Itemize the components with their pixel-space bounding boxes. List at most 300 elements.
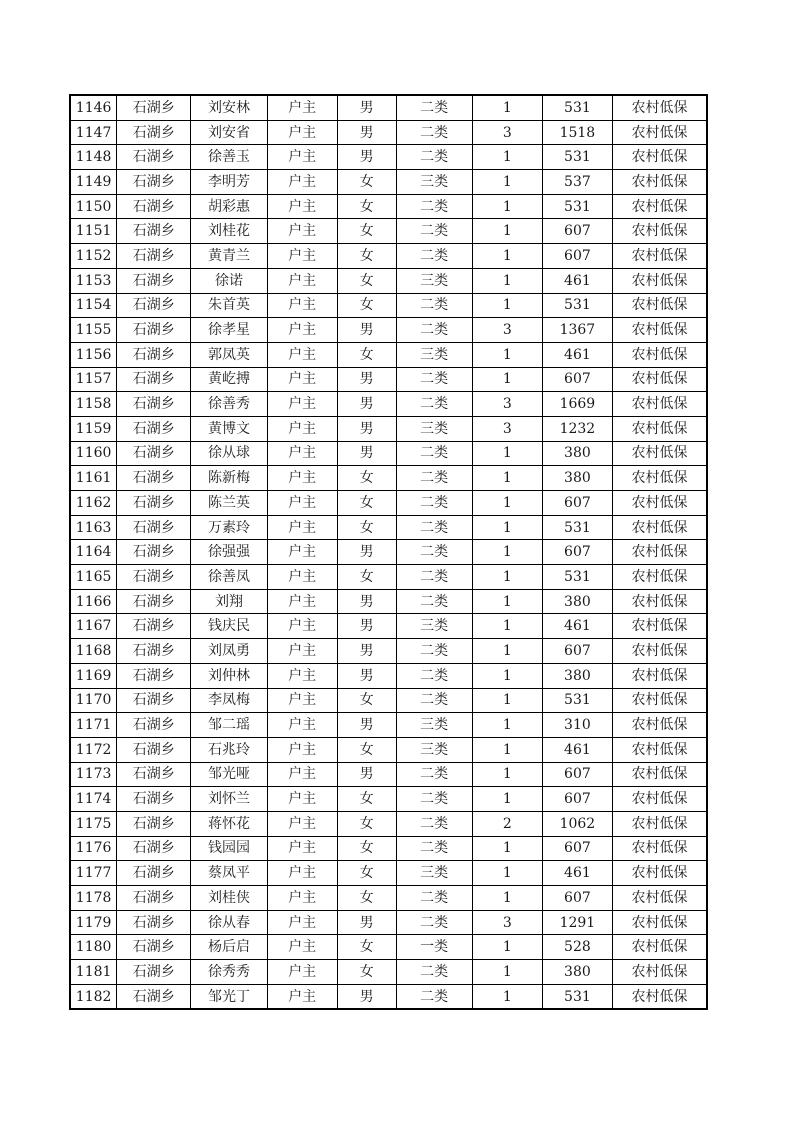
table-row <box>70 663 707 688</box>
table-row <box>70 441 707 466</box>
cell-relation: 户主 <box>267 910 337 935</box>
cell-name: 刘怀兰 <box>191 787 267 812</box>
cell-persons: 1 <box>472 565 542 590</box>
cell-amount: 461 <box>542 614 612 639</box>
cell-gender: 女 <box>337 861 396 886</box>
cell-township: 石湖乡 <box>117 663 191 688</box>
cell-persons: 1 <box>472 663 542 688</box>
cell-persons: 1 <box>472 787 542 812</box>
cell-amount: 310 <box>542 713 612 738</box>
cell-relation: 户主 <box>267 491 337 516</box>
cell-township: 石湖乡 <box>117 293 191 318</box>
cell-township: 石湖乡 <box>117 515 191 540</box>
cell-name: 李明芳 <box>191 170 267 195</box>
cell-category: 二类 <box>396 194 472 219</box>
cell-township: 石湖乡 <box>117 688 191 713</box>
cell-amount: 380 <box>542 466 612 491</box>
cell-serial: 1153 <box>70 268 117 293</box>
cell-name: 钱园园 <box>191 836 267 861</box>
cell-persons: 1 <box>472 367 542 392</box>
cell-amount: 607 <box>542 244 612 269</box>
cell-gender: 男 <box>337 614 396 639</box>
cell-township: 石湖乡 <box>117 935 191 960</box>
cell-relation: 户主 <box>267 367 337 392</box>
cell-type: 农村低保 <box>612 293 707 318</box>
cell-name: 黄青兰 <box>191 244 267 269</box>
cell-amount: 531 <box>542 515 612 540</box>
cell-township: 石湖乡 <box>117 219 191 244</box>
cell-serial: 1146 <box>70 95 117 120</box>
cell-persons: 1 <box>472 342 542 367</box>
cell-type: 农村低保 <box>612 491 707 516</box>
cell-category: 二类 <box>396 219 472 244</box>
cell-amount: 380 <box>542 960 612 985</box>
cell-category: 三类 <box>396 416 472 441</box>
cell-name: 徐从球 <box>191 441 267 466</box>
cell-serial: 1152 <box>70 244 117 269</box>
table-row <box>70 688 707 713</box>
cell-relation: 户主 <box>267 935 337 960</box>
cell-serial: 1164 <box>70 540 117 565</box>
cell-township: 石湖乡 <box>117 194 191 219</box>
table-row <box>70 861 707 886</box>
cell-relation: 户主 <box>267 219 337 244</box>
cell-serial: 1154 <box>70 293 117 318</box>
cell-relation: 户主 <box>267 540 337 565</box>
cell-township: 石湖乡 <box>117 960 191 985</box>
cell-serial: 1169 <box>70 663 117 688</box>
cell-serial: 1158 <box>70 392 117 417</box>
cell-category: 三类 <box>396 342 472 367</box>
cell-relation: 户主 <box>267 589 337 614</box>
cell-category: 二类 <box>396 244 472 269</box>
cell-gender: 女 <box>337 688 396 713</box>
cell-persons: 1 <box>472 737 542 762</box>
cell-category: 二类 <box>396 663 472 688</box>
cell-relation: 户主 <box>267 293 337 318</box>
cell-township: 石湖乡 <box>117 491 191 516</box>
cell-name: 黄屹搏 <box>191 367 267 392</box>
cell-amount: 607 <box>542 540 612 565</box>
cell-category: 二类 <box>396 762 472 787</box>
cell-relation: 户主 <box>267 145 337 170</box>
cell-amount: 607 <box>542 836 612 861</box>
cell-relation: 户主 <box>267 416 337 441</box>
cell-serial: 1159 <box>70 416 117 441</box>
cell-category: 二类 <box>396 639 472 664</box>
cell-category: 二类 <box>396 787 472 812</box>
cell-category: 二类 <box>396 984 472 1009</box>
cell-serial: 1166 <box>70 589 117 614</box>
cell-name: 刘翔 <box>191 589 267 614</box>
cell-name: 万素玲 <box>191 515 267 540</box>
cell-relation: 户主 <box>267 762 337 787</box>
cell-gender: 女 <box>337 244 396 269</box>
table-row <box>70 95 707 120</box>
cell-persons: 1 <box>472 95 542 120</box>
cell-amount: 461 <box>542 861 612 886</box>
cell-category: 二类 <box>396 145 472 170</box>
cell-persons: 1 <box>472 713 542 738</box>
cell-name: 徐诺 <box>191 268 267 293</box>
cell-relation: 户主 <box>267 984 337 1009</box>
cell-type: 农村低保 <box>612 244 707 269</box>
cell-gender: 女 <box>337 219 396 244</box>
cell-gender: 女 <box>337 737 396 762</box>
table-row <box>70 886 707 911</box>
cell-name: 邹光丁 <box>191 984 267 1009</box>
cell-type: 农村低保 <box>612 713 707 738</box>
cell-gender: 女 <box>337 491 396 516</box>
cell-category: 二类 <box>396 441 472 466</box>
cell-category: 二类 <box>396 589 472 614</box>
cell-gender: 男 <box>337 639 396 664</box>
cell-serial: 1179 <box>70 910 117 935</box>
cell-amount: 531 <box>542 565 612 590</box>
cell-relation: 户主 <box>267 663 337 688</box>
cell-amount: 461 <box>542 268 612 293</box>
cell-type: 农村低保 <box>612 935 707 960</box>
cell-relation: 户主 <box>267 515 337 540</box>
cell-amount: 531 <box>542 145 612 170</box>
cell-category: 二类 <box>396 120 472 145</box>
cell-type: 农村低保 <box>612 737 707 762</box>
cell-category: 二类 <box>396 688 472 713</box>
cell-serial: 1182 <box>70 984 117 1009</box>
table-row <box>70 639 707 664</box>
cell-amount: 607 <box>542 762 612 787</box>
cell-name: 黄博文 <box>191 416 267 441</box>
cell-category: 二类 <box>396 466 472 491</box>
cell-township: 石湖乡 <box>117 95 191 120</box>
cell-amount: 531 <box>542 293 612 318</box>
cell-relation: 户主 <box>267 886 337 911</box>
cell-amount: 607 <box>542 219 612 244</box>
cell-category: 二类 <box>396 836 472 861</box>
cell-category: 二类 <box>396 392 472 417</box>
cell-category: 三类 <box>396 268 472 293</box>
cell-amount: 1518 <box>542 120 612 145</box>
cell-type: 农村低保 <box>612 910 707 935</box>
cell-name: 刘桂侠 <box>191 886 267 911</box>
cell-category: 三类 <box>396 713 472 738</box>
table-row <box>70 293 707 318</box>
cell-gender: 女 <box>337 960 396 985</box>
cell-relation: 户主 <box>267 960 337 985</box>
cell-township: 石湖乡 <box>117 762 191 787</box>
cell-type: 农村低保 <box>612 811 707 836</box>
cell-category: 三类 <box>396 737 472 762</box>
table-row <box>70 614 707 639</box>
cell-township: 石湖乡 <box>117 737 191 762</box>
table-row <box>70 737 707 762</box>
cell-serial: 1149 <box>70 170 117 195</box>
cell-township: 石湖乡 <box>117 540 191 565</box>
cell-amount: 1669 <box>542 392 612 417</box>
cell-persons: 1 <box>472 886 542 911</box>
cell-type: 农村低保 <box>612 565 707 590</box>
cell-gender: 男 <box>337 392 396 417</box>
cell-serial: 1173 <box>70 762 117 787</box>
cell-township: 石湖乡 <box>117 441 191 466</box>
cell-type: 农村低保 <box>612 441 707 466</box>
cell-serial: 1150 <box>70 194 117 219</box>
cell-relation: 户主 <box>267 466 337 491</box>
cell-township: 石湖乡 <box>117 861 191 886</box>
cell-relation: 户主 <box>267 170 337 195</box>
table-row <box>70 589 707 614</box>
cell-name: 蒋怀花 <box>191 811 267 836</box>
cell-name: 蔡凤平 <box>191 861 267 886</box>
cell-persons: 1 <box>472 219 542 244</box>
cell-serial: 1174 <box>70 787 117 812</box>
cell-gender: 男 <box>337 589 396 614</box>
cell-persons: 1 <box>472 861 542 886</box>
cell-persons: 1 <box>472 491 542 516</box>
cell-type: 农村低保 <box>612 219 707 244</box>
cell-name: 徐秀秀 <box>191 960 267 985</box>
cell-serial: 1161 <box>70 466 117 491</box>
cell-persons: 1 <box>472 836 542 861</box>
cell-township: 石湖乡 <box>117 392 191 417</box>
cell-name: 徐强强 <box>191 540 267 565</box>
table-row <box>70 515 707 540</box>
table-row <box>70 120 707 145</box>
cell-category: 三类 <box>396 861 472 886</box>
cell-gender: 女 <box>337 935 396 960</box>
cell-persons: 1 <box>472 170 542 195</box>
cell-persons: 3 <box>472 318 542 343</box>
cell-amount: 531 <box>542 95 612 120</box>
cell-category: 二类 <box>396 95 472 120</box>
cell-relation: 户主 <box>267 120 337 145</box>
table-row <box>70 244 707 269</box>
cell-township: 石湖乡 <box>117 416 191 441</box>
cell-gender: 女 <box>337 194 396 219</box>
table-row <box>70 219 707 244</box>
cell-gender: 女 <box>337 565 396 590</box>
cell-gender: 男 <box>337 762 396 787</box>
table-row <box>70 367 707 392</box>
table-row <box>70 170 707 195</box>
table-row <box>70 342 707 367</box>
table-row <box>70 565 707 590</box>
cell-persons: 1 <box>472 268 542 293</box>
cell-type: 农村低保 <box>612 589 707 614</box>
cell-type: 农村低保 <box>612 416 707 441</box>
cell-name: 陈兰英 <box>191 491 267 516</box>
cell-relation: 户主 <box>267 737 337 762</box>
cell-township: 石湖乡 <box>117 170 191 195</box>
cell-persons: 3 <box>472 120 542 145</box>
cell-category: 二类 <box>396 293 472 318</box>
cell-township: 石湖乡 <box>117 787 191 812</box>
cell-serial: 1151 <box>70 219 117 244</box>
cell-gender: 男 <box>337 713 396 738</box>
cell-amount: 607 <box>542 886 612 911</box>
cell-serial: 1181 <box>70 960 117 985</box>
cell-name: 徐从春 <box>191 910 267 935</box>
cell-amount: 461 <box>542 737 612 762</box>
cell-gender: 女 <box>337 836 396 861</box>
cell-amount: 1367 <box>542 318 612 343</box>
cell-relation: 户主 <box>267 861 337 886</box>
cell-township: 石湖乡 <box>117 342 191 367</box>
cell-persons: 3 <box>472 392 542 417</box>
cell-type: 农村低保 <box>612 614 707 639</box>
cell-serial: 1147 <box>70 120 117 145</box>
cell-relation: 户主 <box>267 392 337 417</box>
cell-relation: 户主 <box>267 787 337 812</box>
cell-name: 邹光哑 <box>191 762 267 787</box>
cell-name: 刘安省 <box>191 120 267 145</box>
table-row <box>70 960 707 985</box>
cell-relation: 户主 <box>267 244 337 269</box>
cell-relation: 户主 <box>267 713 337 738</box>
cell-gender: 男 <box>337 416 396 441</box>
cell-township: 石湖乡 <box>117 466 191 491</box>
cell-persons: 1 <box>472 614 542 639</box>
cell-type: 农村低保 <box>612 663 707 688</box>
cell-township: 石湖乡 <box>117 565 191 590</box>
cell-gender: 女 <box>337 466 396 491</box>
welfare-roster-table <box>69 94 708 1010</box>
cell-name: 朱首英 <box>191 293 267 318</box>
cell-amount: 531 <box>542 688 612 713</box>
cell-serial: 1172 <box>70 737 117 762</box>
cell-serial: 1162 <box>70 491 117 516</box>
cell-persons: 1 <box>472 441 542 466</box>
cell-township: 石湖乡 <box>117 145 191 170</box>
cell-serial: 1157 <box>70 367 117 392</box>
cell-persons: 1 <box>472 515 542 540</box>
cell-persons: 1 <box>472 540 542 565</box>
cell-amount: 607 <box>542 367 612 392</box>
cell-persons: 2 <box>472 811 542 836</box>
cell-amount: 380 <box>542 441 612 466</box>
table-row <box>70 713 707 738</box>
cell-township: 石湖乡 <box>117 639 191 664</box>
cell-persons: 1 <box>472 589 542 614</box>
table-row <box>70 762 707 787</box>
cell-category: 三类 <box>396 614 472 639</box>
cell-gender: 男 <box>337 984 396 1009</box>
table-row <box>70 491 707 516</box>
cell-amount: 607 <box>542 787 612 812</box>
cell-relation: 户主 <box>267 441 337 466</box>
cell-amount: 380 <box>542 663 612 688</box>
cell-township: 石湖乡 <box>117 910 191 935</box>
cell-persons: 1 <box>472 762 542 787</box>
table-row <box>70 318 707 343</box>
table-row <box>70 787 707 812</box>
cell-amount: 1291 <box>542 910 612 935</box>
cell-persons: 3 <box>472 910 542 935</box>
cell-category: 二类 <box>396 886 472 911</box>
cell-gender: 女 <box>337 170 396 195</box>
cell-type: 农村低保 <box>612 787 707 812</box>
cell-type: 农村低保 <box>612 466 707 491</box>
cell-name: 李凤梅 <box>191 688 267 713</box>
cell-gender: 女 <box>337 293 396 318</box>
cell-type: 农村低保 <box>612 194 707 219</box>
table-row <box>70 416 707 441</box>
cell-serial: 1178 <box>70 886 117 911</box>
cell-category: 一类 <box>396 935 472 960</box>
table-row <box>70 836 707 861</box>
table-row <box>70 268 707 293</box>
table-row <box>70 984 707 1009</box>
cell-name: 邹二瑶 <box>191 713 267 738</box>
cell-relation: 户主 <box>267 639 337 664</box>
cell-amount: 531 <box>542 984 612 1009</box>
cell-relation: 户主 <box>267 836 337 861</box>
cell-name: 刘桂花 <box>191 219 267 244</box>
cell-name: 陈新梅 <box>191 466 267 491</box>
cell-gender: 女 <box>337 787 396 812</box>
cell-gender: 女 <box>337 515 396 540</box>
cell-persons: 1 <box>472 935 542 960</box>
cell-township: 石湖乡 <box>117 268 191 293</box>
cell-serial: 1155 <box>70 318 117 343</box>
cell-serial: 1167 <box>70 614 117 639</box>
cell-name: 徐善凤 <box>191 565 267 590</box>
cell-type: 农村低保 <box>612 318 707 343</box>
cell-persons: 1 <box>472 293 542 318</box>
table-row <box>70 145 707 170</box>
cell-township: 石湖乡 <box>117 244 191 269</box>
cell-category: 二类 <box>396 910 472 935</box>
cell-name: 郭凤英 <box>191 342 267 367</box>
cell-category: 二类 <box>396 318 472 343</box>
cell-relation: 户主 <box>267 194 337 219</box>
cell-persons: 1 <box>472 639 542 664</box>
cell-persons: 1 <box>472 194 542 219</box>
cell-amount: 461 <box>542 342 612 367</box>
cell-gender: 女 <box>337 886 396 911</box>
cell-amount: 607 <box>542 639 612 664</box>
cell-amount: 380 <box>542 589 612 614</box>
cell-persons: 1 <box>472 984 542 1009</box>
cell-persons: 1 <box>472 688 542 713</box>
cell-gender: 男 <box>337 367 396 392</box>
cell-persons: 3 <box>472 416 542 441</box>
cell-type: 农村低保 <box>612 886 707 911</box>
cell-gender: 男 <box>337 318 396 343</box>
cell-relation: 户主 <box>267 268 337 293</box>
cell-amount: 537 <box>542 170 612 195</box>
cell-amount: 1062 <box>542 811 612 836</box>
cell-type: 农村低保 <box>612 960 707 985</box>
cell-gender: 男 <box>337 145 396 170</box>
cell-gender: 男 <box>337 441 396 466</box>
cell-type: 农村低保 <box>612 639 707 664</box>
cell-relation: 户主 <box>267 614 337 639</box>
cell-gender: 男 <box>337 95 396 120</box>
cell-category: 二类 <box>396 565 472 590</box>
cell-serial: 1175 <box>70 811 117 836</box>
cell-serial: 1163 <box>70 515 117 540</box>
cell-relation: 户主 <box>267 342 337 367</box>
cell-serial: 1160 <box>70 441 117 466</box>
table-row <box>70 194 707 219</box>
cell-township: 石湖乡 <box>117 886 191 911</box>
cell-category: 二类 <box>396 491 472 516</box>
cell-type: 农村低保 <box>612 836 707 861</box>
cell-name: 石兆玲 <box>191 737 267 762</box>
cell-name: 徐善玉 <box>191 145 267 170</box>
cell-persons: 1 <box>472 145 542 170</box>
